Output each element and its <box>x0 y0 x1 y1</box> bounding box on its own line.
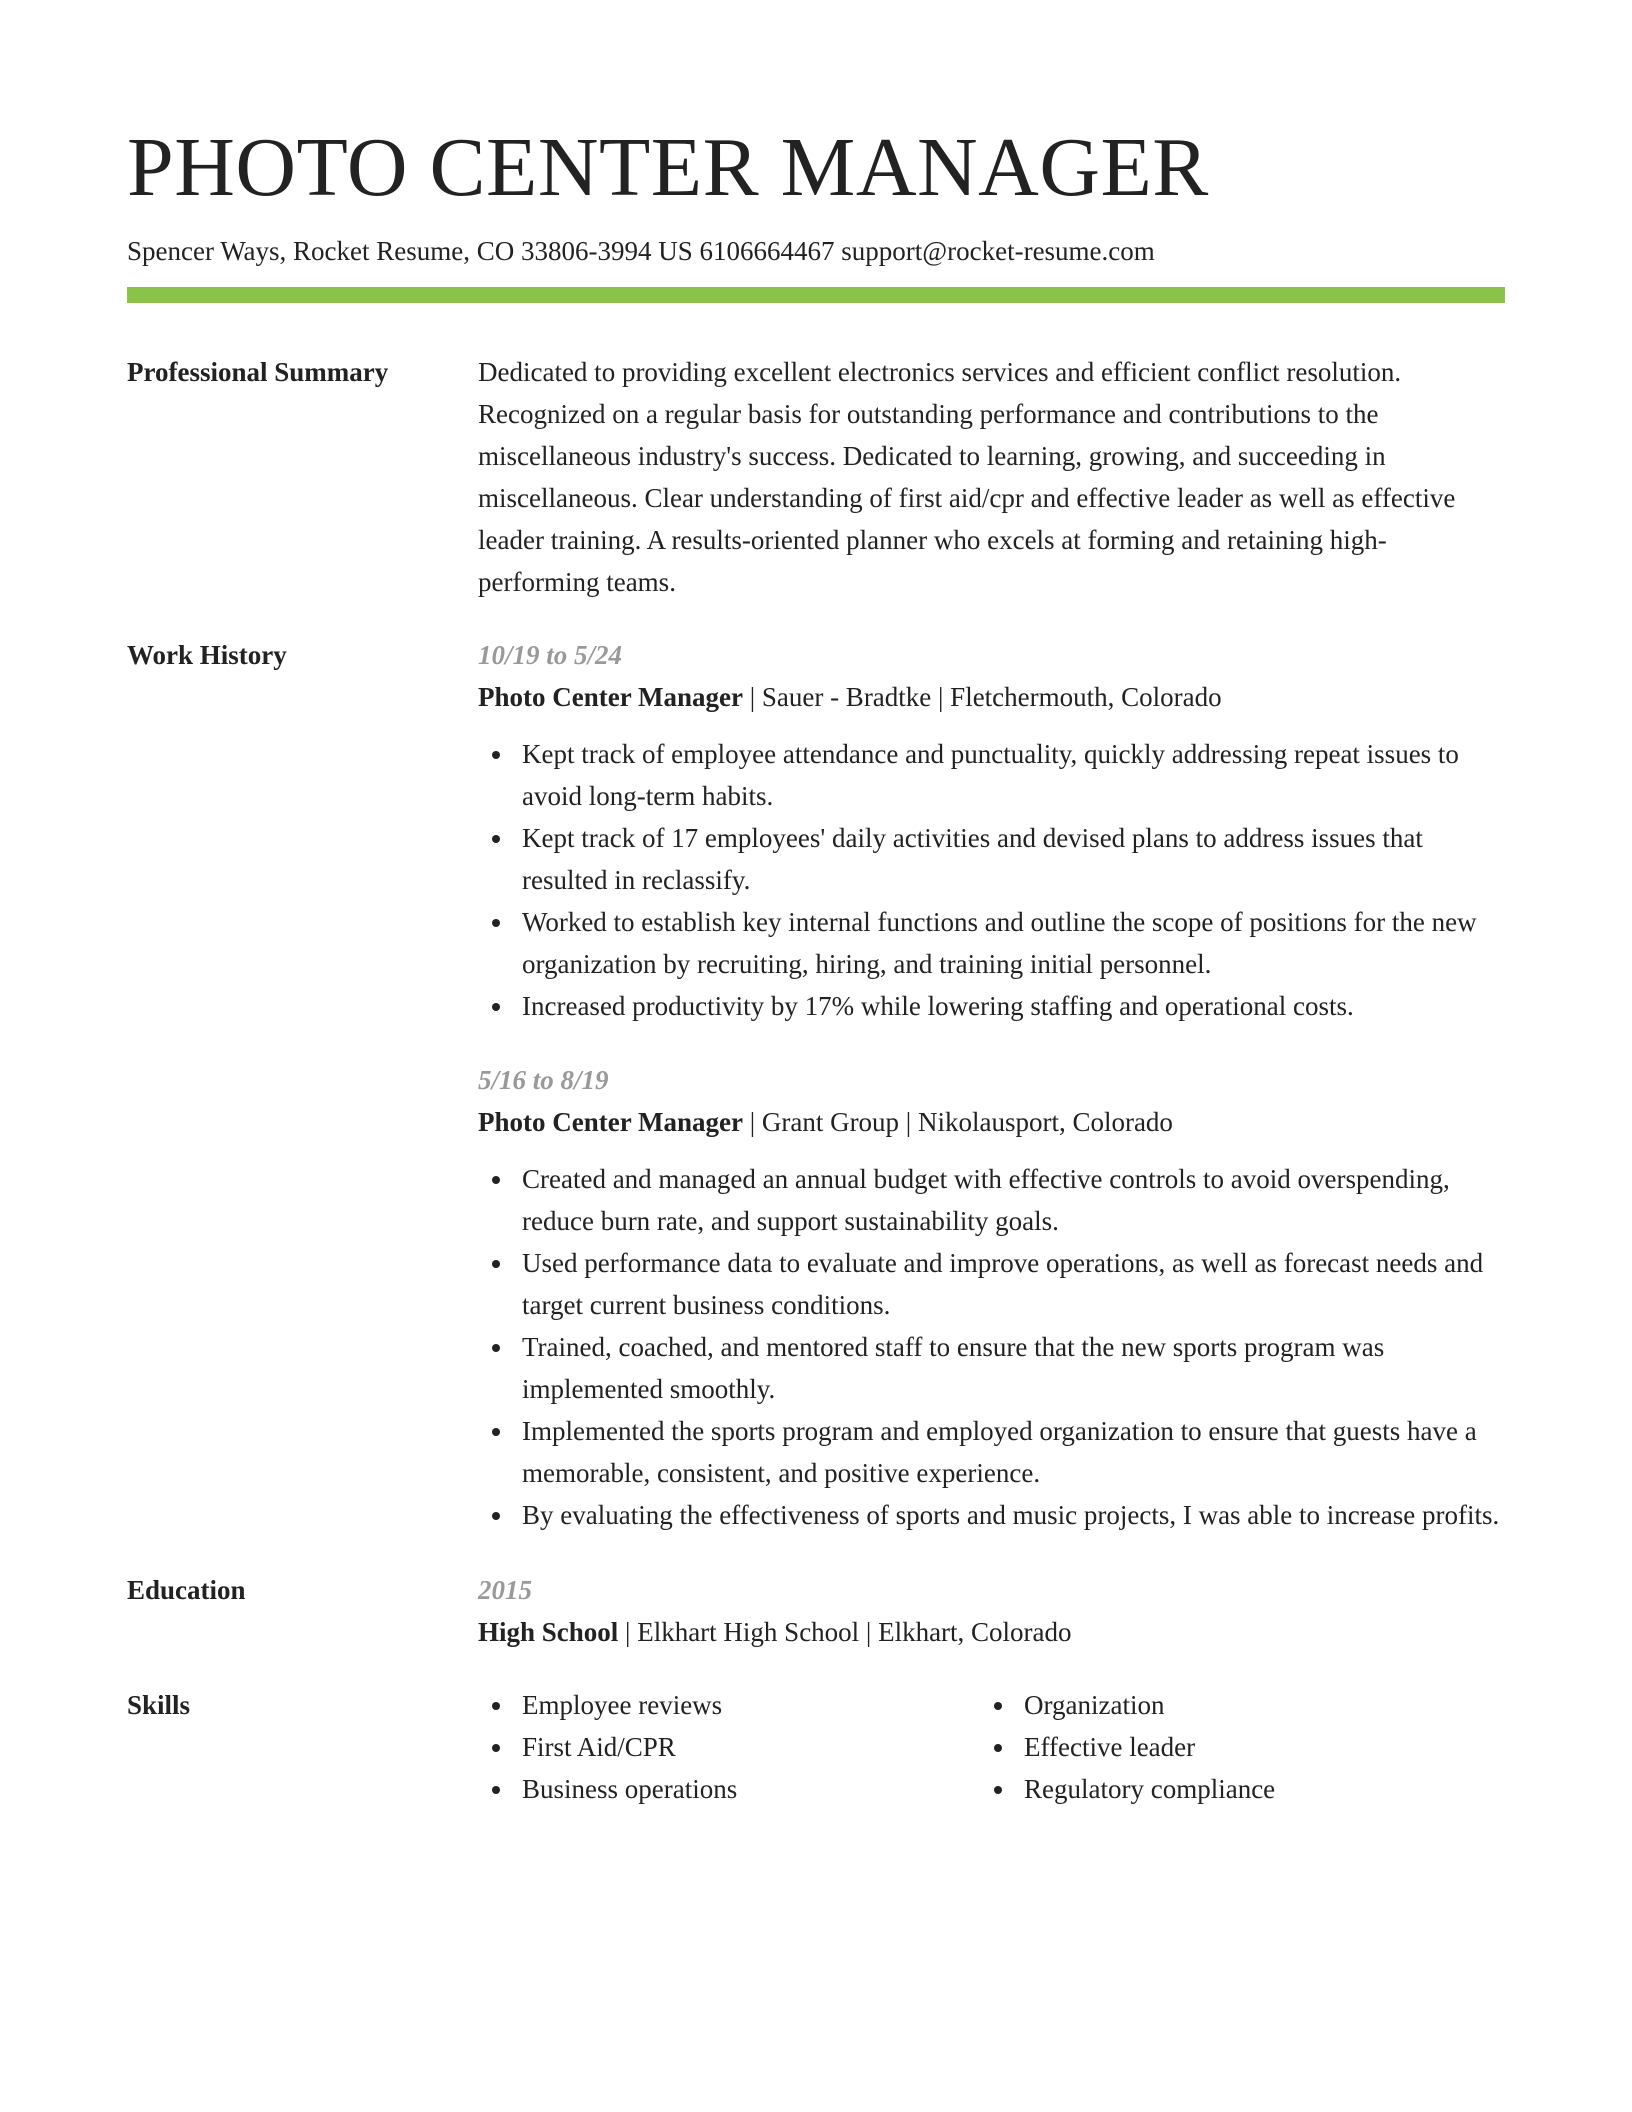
work-history-content <box>478 634 1505 1536</box>
job-dates: 5/16 to 8/19 <box>478 1065 609 1096</box>
list-item: Effective leader <box>980 1726 1482 1768</box>
list-item: Regulatory compliance <box>980 1768 1482 1810</box>
job-bullets <box>478 1158 1505 1536</box>
skills-section <box>127 1684 1505 1810</box>
list-item: Implemented the sports program and employed organization to ensure that guests have a memorable, consistent, and positive experience. <box>478 1410 1505 1494</box>
education-date: 2015 <box>478 1575 532 1606</box>
job-details: | Grant Group | Nikolausport, Colorado <box>742 1107 1173 1138</box>
education-line <box>478 1611 1505 1653</box>
education-heading: Education <box>127 1575 246 1606</box>
list-item: By evaluating the effectiveness of sports and music projects, I was able to increase profits. <box>478 1494 1505 1536</box>
job-position: Photo Center Manager <box>478 682 743 713</box>
list-item: Kept track of 17 employees' daily activities and devised plans to address issues that resulted in reclassify. <box>478 817 1505 901</box>
education-details: | Elkhart High School | Elkhart, Colorado <box>618 1617 1072 1648</box>
job-title-line <box>478 1101 1505 1143</box>
skills-list-right <box>980 1684 1482 1810</box>
list-item: Kept track of employee attendance and punctuality, quickly addressing repeat issues to avoid long-term habits. <box>478 733 1505 817</box>
skills-list-left <box>478 1684 980 1810</box>
job-title-line <box>478 676 1505 718</box>
job-entry <box>478 634 1505 1027</box>
list-item: Worked to establish key internal functions and outline the scope of positions for the new organization by recruiting, hiring, and training initial personnel. <box>478 901 1505 985</box>
accent-divider <box>127 287 1505 303</box>
job-details: | Sauer - Bradtke | Fletchermouth, Colorado <box>742 682 1222 713</box>
education-degree: High School <box>478 1617 619 1648</box>
work-history-heading: Work History <box>127 640 287 671</box>
contact-line: Spencer Ways, Rocket Resume, CO 33806-3994 US 6106664467 support@rocket-resume.com <box>127 236 1155 266</box>
list-item: Trained, coached, and mentored staff to ensure that the new sports program was implemented smoothly. <box>478 1326 1505 1410</box>
skills-grid <box>478 1684 1505 1810</box>
job-bullets <box>478 733 1505 1027</box>
list-item: Created and managed an annual budget with effective controls to avoid overspending, reduce burn rate, and support sustainability goals. <box>478 1158 1505 1242</box>
job-entry <box>478 1059 1505 1536</box>
list-item: Increased productivity by 17% while lowering staffing and operational costs. <box>478 985 1505 1027</box>
job-dates: 10/19 to 5/24 <box>478 640 623 671</box>
summary-heading: Professional Summary <box>127 357 389 388</box>
education-section <box>127 1569 1505 1653</box>
education-content <box>478 1569 1505 1653</box>
list-item: Employee reviews <box>478 1684 980 1726</box>
list-item: First Aid/CPR <box>478 1726 980 1768</box>
resume-title: PHOTO CENTER MANAGER <box>127 121 1209 214</box>
summary-text: Dedicated to providing excellent electronics services and efficient conflict resolution. Recognized on a regular basis for outstanding performance and contributions to the miscellaneous industry's success. Dedicated to learning, growing, and succeeding in miscellaneous. Clear understanding of first aid/cpr and effective leader as well as effective leader training. A results-oriented planner who excels at forming and retaining high-performing teams. <box>478 357 1456 598</box>
summary-section <box>127 351 1505 603</box>
list-item: Organization <box>980 1684 1482 1726</box>
list-item: Used performance data to evaluate and improve operations, as well as forecast needs and target current business conditions. <box>478 1242 1505 1326</box>
job-position: Photo Center Manager <box>478 1107 743 1138</box>
list-item: Business operations <box>478 1768 980 1810</box>
work-history-section <box>127 634 1505 1536</box>
skills-heading: Skills <box>127 1690 191 1721</box>
